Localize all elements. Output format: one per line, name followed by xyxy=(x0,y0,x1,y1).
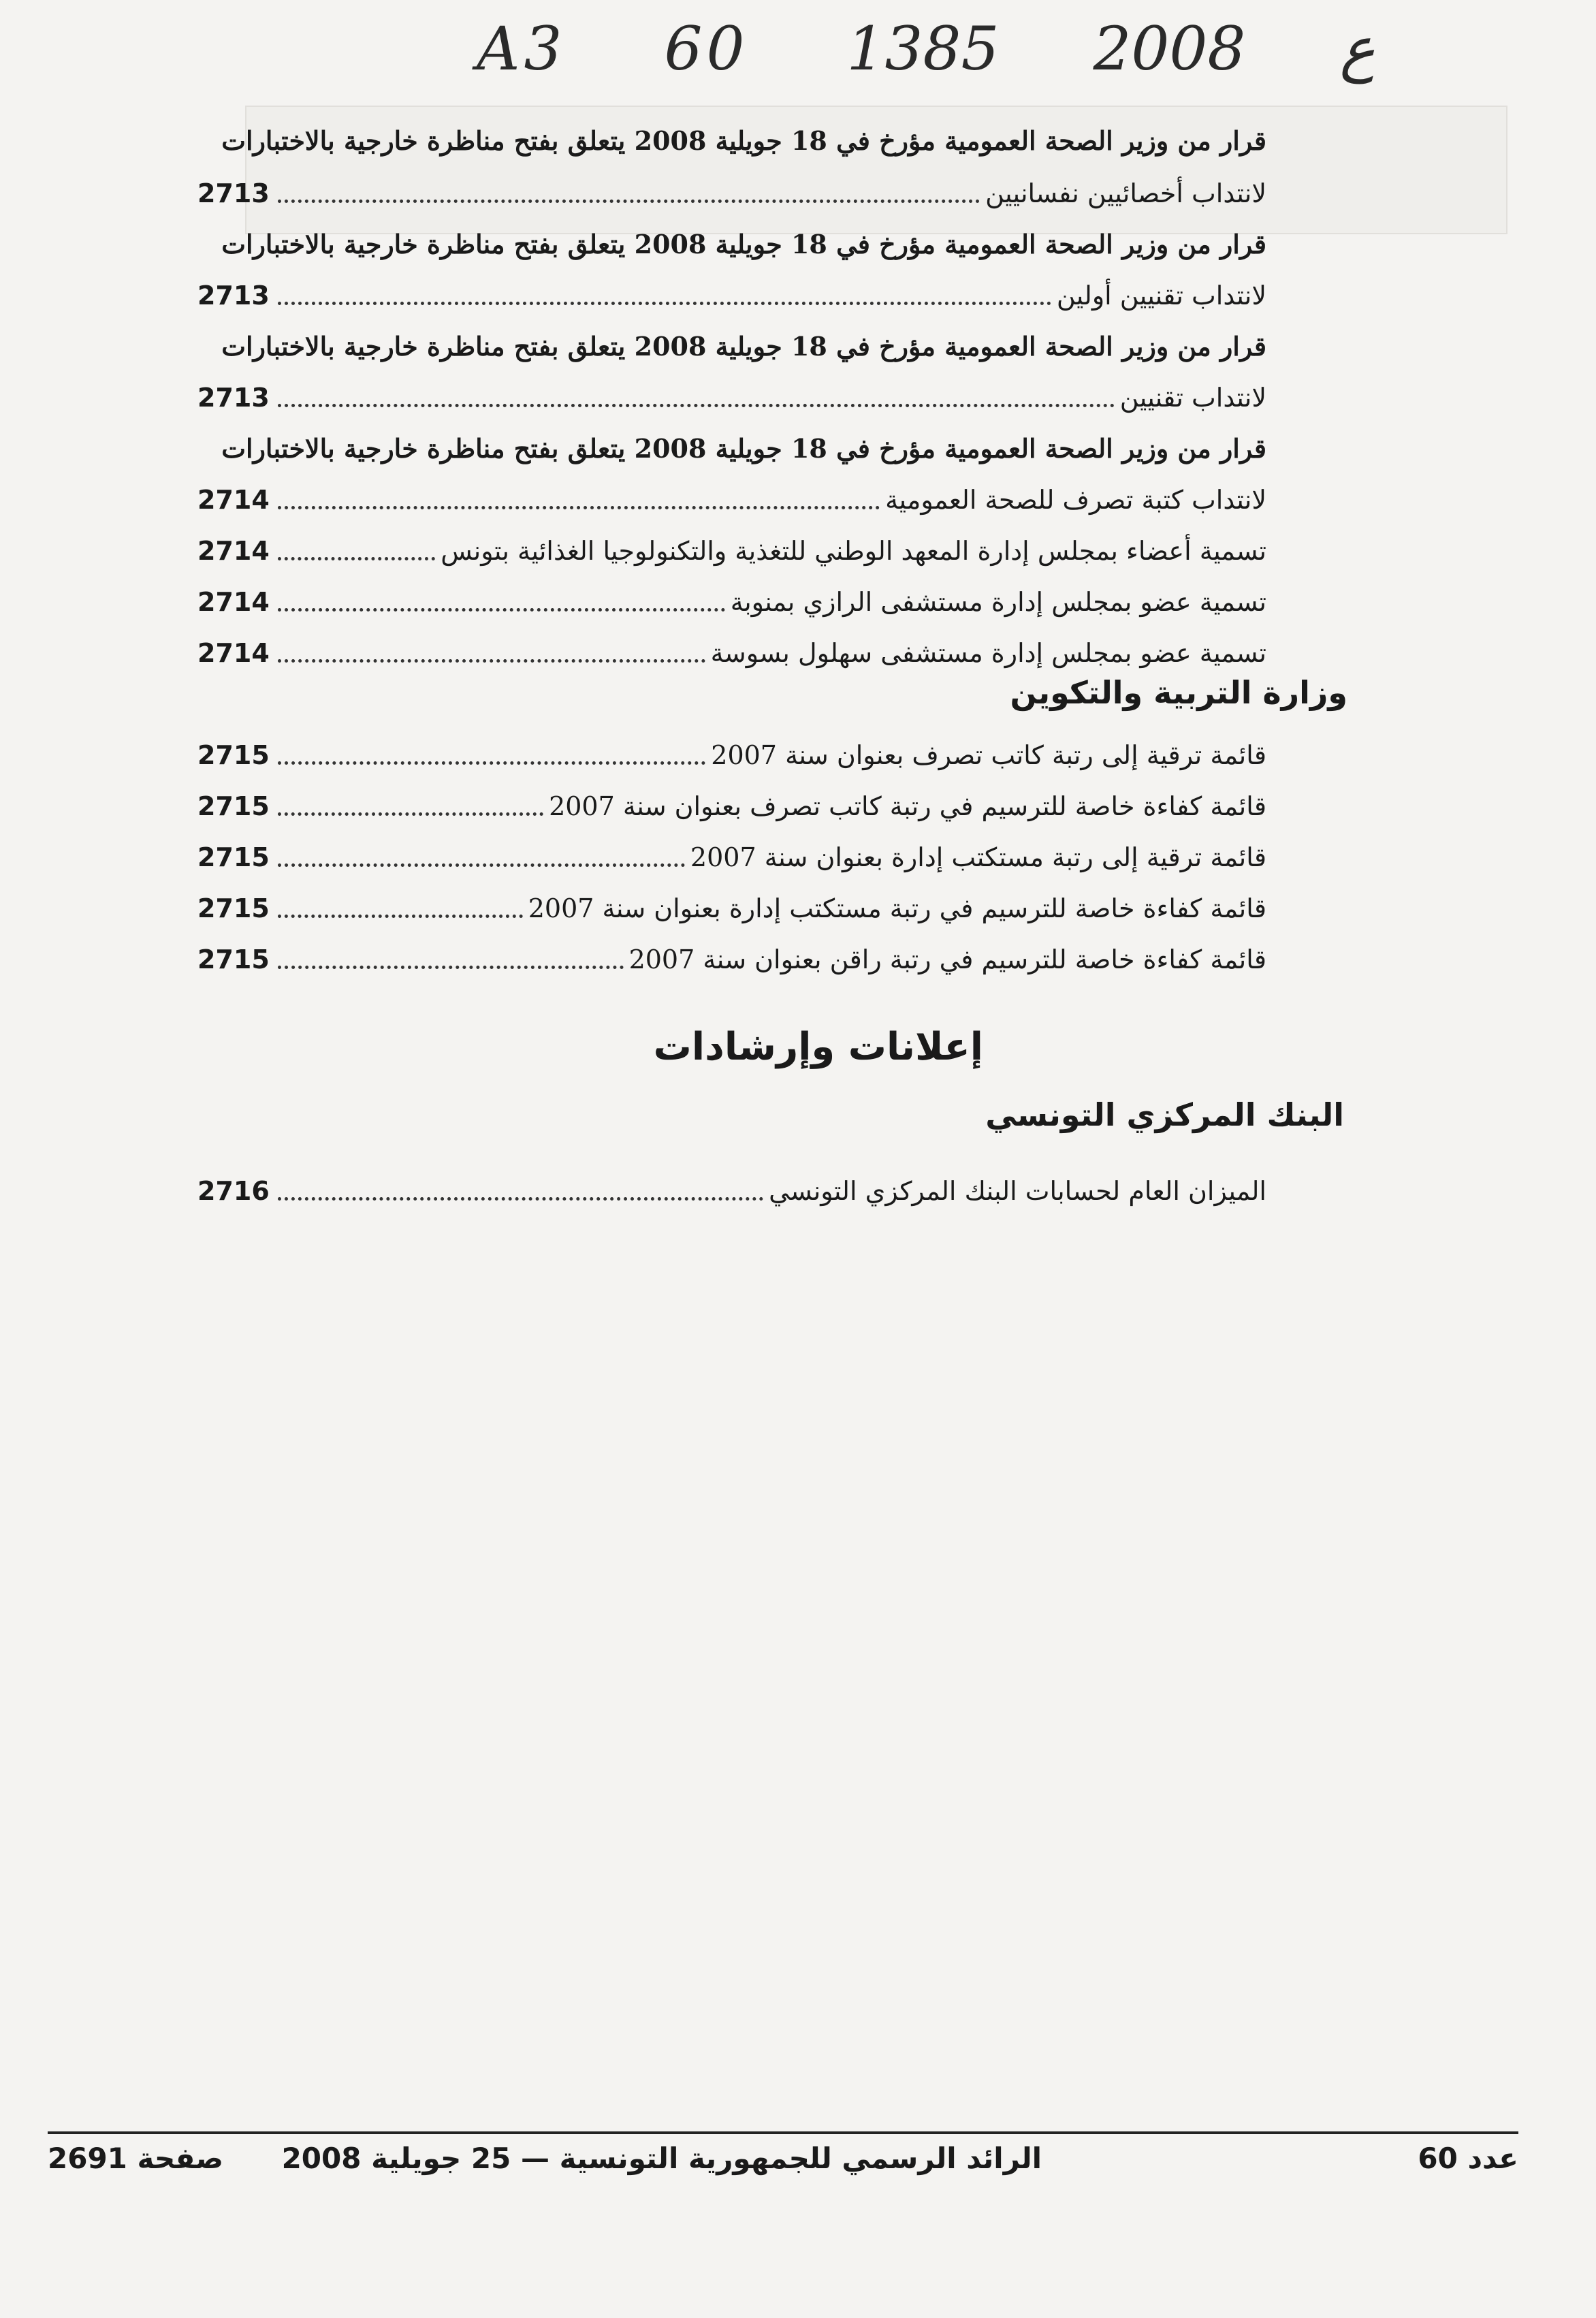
page-number: 2715 xyxy=(197,791,270,822)
toc-entry-line1: قرار من وزير الصحة العمومية مؤرخ في 18 جويلية 2008 يتعلق بفتح مناظرة خارجية بالاختبارات xyxy=(221,229,1266,260)
page-number: 2715 xyxy=(197,893,270,924)
leader-dots xyxy=(278,404,1115,407)
page-number: 2713 xyxy=(197,281,270,311)
footer-title: الرائد الرسمي للجمهورية التونسية — 25 جويلية 2008 xyxy=(281,2142,1042,2175)
handwritten-issue: 60 xyxy=(664,14,749,84)
toc-entry: قائمة كفاءة خاصة للترسيم في رتبة مستكتب إدارة بعنوان سنة 2007 2715 xyxy=(197,893,1266,924)
footer-rule xyxy=(48,2131,1518,2134)
page-number: 2715 xyxy=(197,944,270,975)
toc-entry: تسمية عضو بمجلس إدارة مستشفى الرازي بمنوبة 2714 xyxy=(197,587,1266,618)
toc-entry: لانتداب أخصائيين نفسانيين 2713 xyxy=(197,178,1266,209)
leader-dots xyxy=(278,659,705,663)
handwritten-ref: A3 xyxy=(477,14,566,84)
leader-dots xyxy=(278,1197,763,1201)
leader-dots xyxy=(278,812,543,816)
page-number: 2714 xyxy=(197,536,270,567)
page-number: 2715 xyxy=(197,740,270,771)
toc-entry: تسمية أعضاء بمجلس إدارة المعهد الوطني للتغذية والتكنولوجيا الغذائية بتونس 2714 xyxy=(197,536,1266,567)
toc-entry-line1: قرار من وزير الصحة العمومية مؤرخ في 18 جويلية 2008 يتعلق بفتح مناظرة خارجية بالاختبارات xyxy=(221,125,1266,157)
leader-dots xyxy=(278,302,1051,305)
toc-entry: الميزان العام لحسابات البنك المركزي التونسي 2716 xyxy=(197,1176,1266,1207)
page-number: 2714 xyxy=(197,485,270,515)
toc-entry-line1: قرار من وزير الصحة العمومية مؤرخ في 18 جويلية 2008 يتعلق بفتح مناظرة خارجية بالاختبارات xyxy=(221,331,1266,362)
page-number: 2713 xyxy=(197,178,270,209)
toc-entry: لانتداب كتبة تصرف للصحة العمومية 2714 xyxy=(197,485,1266,515)
section-heading-education: وزارة التربية والتكوين xyxy=(1010,674,1347,711)
page-number: 2714 xyxy=(197,587,270,618)
leader-dots xyxy=(278,506,880,509)
toc-entry: تسمية عضو بمجلس إدارة مستشفى سهلول بسوسة 2714 xyxy=(197,638,1266,669)
page-number: 2713 xyxy=(197,383,270,413)
section-heading-announcements: إعلانات وإرشادات xyxy=(653,1025,983,1069)
leader-dots xyxy=(278,966,624,969)
leader-dots xyxy=(278,915,523,918)
leader-dots xyxy=(278,557,435,560)
footer-page-number: صفحة 2691 xyxy=(48,2142,224,2175)
toc-entry: لانتداب تقنيين 2713 xyxy=(197,383,1266,413)
toc-entry: لانتداب تقنيين أولين 2713 xyxy=(197,281,1266,311)
handwritten-note xyxy=(477,14,1375,84)
handwritten-letter: ع xyxy=(1339,14,1375,84)
page-number: 2715 xyxy=(197,842,270,873)
footer-issue: عدد 60 xyxy=(1418,2142,1518,2175)
toc-entry: قائمة ترقية إلى رتبة كاتب تصرف بعنوان سنة 2007 2715 xyxy=(197,740,1266,771)
section-heading-bank: البنك المركزي التونسي xyxy=(985,1096,1344,1133)
leader-dots xyxy=(278,863,685,867)
toc-entry: قائمة كفاءة خاصة للترسيم في رتبة كاتب تصرف بعنوان سنة 2007 2715 xyxy=(197,791,1266,822)
toc-entry-line1: قرار من وزير الصحة العمومية مؤرخ في 18 جويلية 2008 يتعلق بفتح مناظرة خارجية بالاختبارات xyxy=(221,433,1266,464)
leader-dots xyxy=(278,200,980,203)
page-number: 2714 xyxy=(197,638,270,669)
handwritten-number: 1385 xyxy=(846,14,1000,84)
page-number: 2716 xyxy=(197,1176,270,1207)
toc-entry: قائمة ترقية إلى رتبة مستكتب إدارة بعنوان سنة 2007 2715 xyxy=(197,842,1266,873)
toc-entry: قائمة كفاءة خاصة للترسيم في رتبة راقن بعنوان سنة 2007 2715 xyxy=(197,944,1266,975)
leader-dots xyxy=(278,608,725,612)
handwritten-year: 2008 xyxy=(1093,14,1246,84)
page-footer xyxy=(48,2142,1518,2189)
leader-dots xyxy=(278,761,705,765)
